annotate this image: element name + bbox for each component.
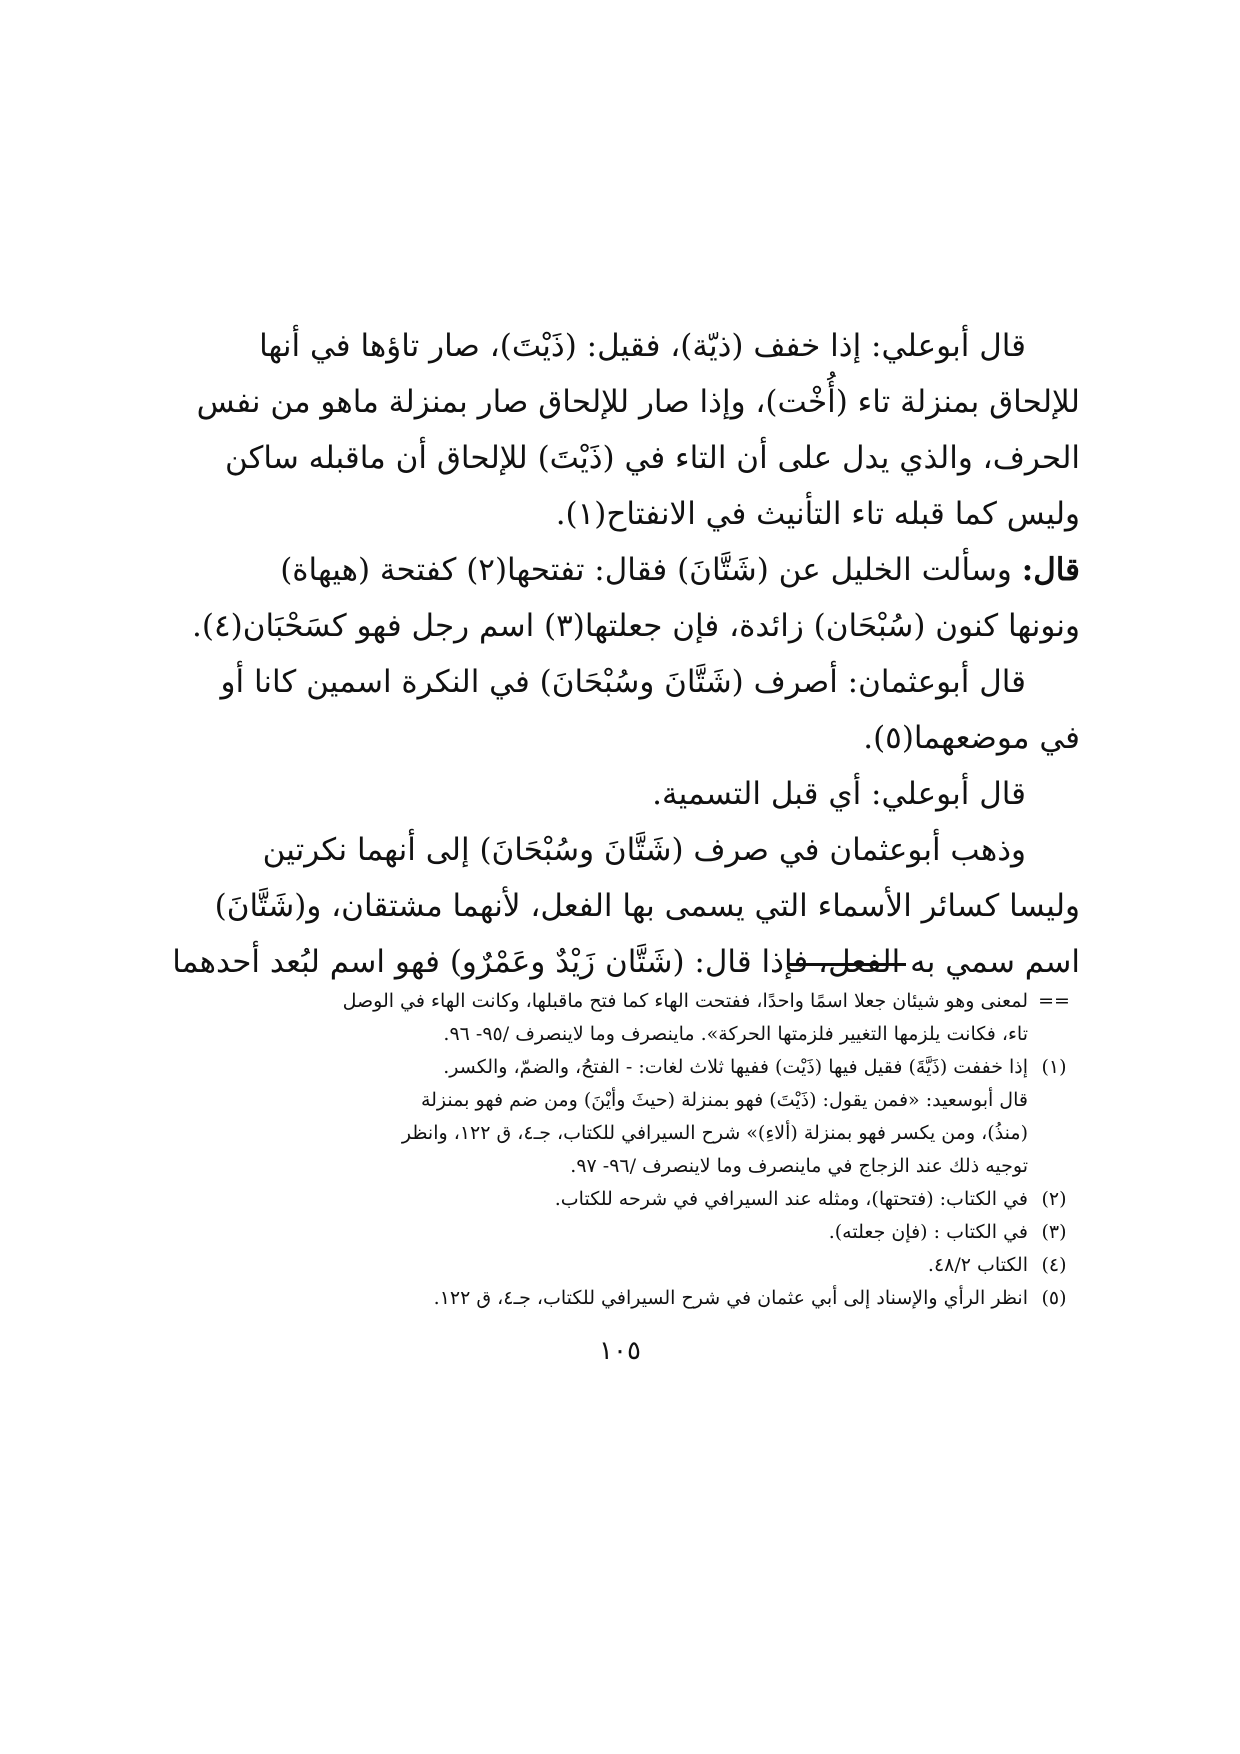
main-text-line: قال أبوعثمان: أصرف (شَتَّانَ وسُبْحَانَ) في النكرة اسمين كانا أو	[220, 664, 1026, 700]
footnote-marker	[1028, 1117, 1080, 1150]
main-text-line: قال أبوعلي: إذا خفف (ذيّة)، فقيل: (ذَيْتَ)، صار تاؤها في أنها	[259, 328, 1026, 364]
footnote-marker: (٤)	[1041, 1254, 1067, 1276]
footnote-marker	[1028, 1018, 1080, 1051]
footnote-text: في الكتاب : (فإن جعلته).	[828, 1221, 1028, 1243]
footnote-line	[280, 985, 1080, 1018]
footnote-text: انظر الرأي والإسناد إلى أبي عثمان في شرح السيرافي للكتاب، جـ٤، ق ١٢٢.	[433, 1287, 1028, 1309]
main-text-block	[172, 318, 1080, 990]
main-text-line: وليس كما قبله تاء التأنيث في الانفتاح(١).	[555, 496, 1080, 532]
footnote-line	[280, 1051, 1080, 1084]
footnote-text: قال أبوسعيد: «فمن يقول: (ذَيْتَ) فهو بمنزلة (حيثَ وأيْنَ) ومن ضم فهو بمنزلة	[420, 1089, 1028, 1111]
footnote-line	[280, 1084, 1080, 1117]
footnote-marker: (١)	[1041, 1056, 1067, 1078]
speaker-label: قال:	[1021, 552, 1080, 588]
footnote-marker: (٢)	[1041, 1188, 1067, 1210]
footnote-line	[280, 1282, 1080, 1315]
footnote-text: في الكتاب: (فتحتها)، ومثله عند السيرافي في شرحه للكتاب.	[554, 1188, 1028, 1210]
page-number: ١٠٥	[599, 1336, 641, 1366]
main-text-line: وذهب أبوعثمان في صرف (شَتَّانَ وسُبْحَانَ) إلى أنهما نكرتين	[262, 832, 1026, 868]
footnote-text: توجيه ذلك عند الزجاج في ماينصرف وما لاينصرف /٩٦- ٩٧.	[570, 1155, 1028, 1177]
footnote-marker: ==	[1038, 990, 1070, 1012]
footnote-text: الكتاب ٤٨/٢.	[927, 1254, 1028, 1276]
main-text-line: ونونها كنون (سُبْحَان) زائدة، فإن جعلتها(٣) اسم رجل فهو كسَحْبَان(٤).	[191, 608, 1080, 644]
footnote-marker	[1028, 1084, 1080, 1117]
main-text-line: قال: وسألت الخليل عن (شَتَّانَ) فقال: تفتحها(٢) كفتحة (هيهاة)	[280, 552, 1080, 588]
main-text-line: قال أبوعلي: أي قبل التسمية.	[652, 776, 1026, 812]
main-text-line: وليسا كسائر الأسماء التي يسمى بها الفعل، لأنهما مشتقان، و(شَتَّانَ)	[214, 888, 1080, 924]
main-text-line: اسم سمي به الفعل، فإذا قال: (شَتَّان زَيْدٌ وعَمْرٌو) فهو اسم لبُعد أحدهما	[172, 944, 1080, 980]
main-text-line: في موضعهما(٥).	[863, 720, 1080, 756]
footnote-text: تاء، فكانت يلزمها التغيير فلزمتها الحركة». ماينصرف وما لاينصرف /٩٥- ٩٦.	[443, 1023, 1028, 1045]
footnote-marker: (٥)	[1041, 1287, 1067, 1309]
footnote-text: لمعنى وهو شيئان جعلا اسمًا واحدًا، ففتحت الهاء كما فتح ماقبلها، وكانت الهاء في الوصل	[342, 990, 1028, 1012]
main-text-line: للإلحاق بمنزلة تاء (أُخْت)، وإذا صار للإلحاق صار بمنزلة ماهو من نفس	[196, 384, 1080, 420]
footnote-line	[280, 1018, 1080, 1051]
footnote-line	[280, 1249, 1080, 1282]
footnotes-block	[280, 985, 1080, 1315]
main-text-line: الحرف، والذي يدل على أن التاء في (ذَيْتَ) للإلحاق أن ماقبله ساكن	[225, 440, 1080, 476]
footnote-line	[280, 1117, 1080, 1150]
footnote-text: إذا خففت (ذَيَّةَ) فقيل فيها (ذَيْت) ففيها ثلاث لغات: - الفتحُ، والضمّ، والكسر.	[443, 1056, 1028, 1078]
footnote-marker	[1028, 1150, 1080, 1183]
footnote-text: (منذُ)، ومن يكسر فهو بمنزلة (ألاءِ)» شرح السيرافي للكتاب، جـ٤، ق ١٢٢، وانظر	[401, 1122, 1028, 1144]
footnote-line	[280, 1150, 1080, 1183]
footnote-line	[280, 1183, 1080, 1216]
footnote-separator	[788, 963, 906, 966]
footnote-marker: (٣)	[1041, 1221, 1067, 1243]
footnote-line	[280, 1216, 1080, 1249]
